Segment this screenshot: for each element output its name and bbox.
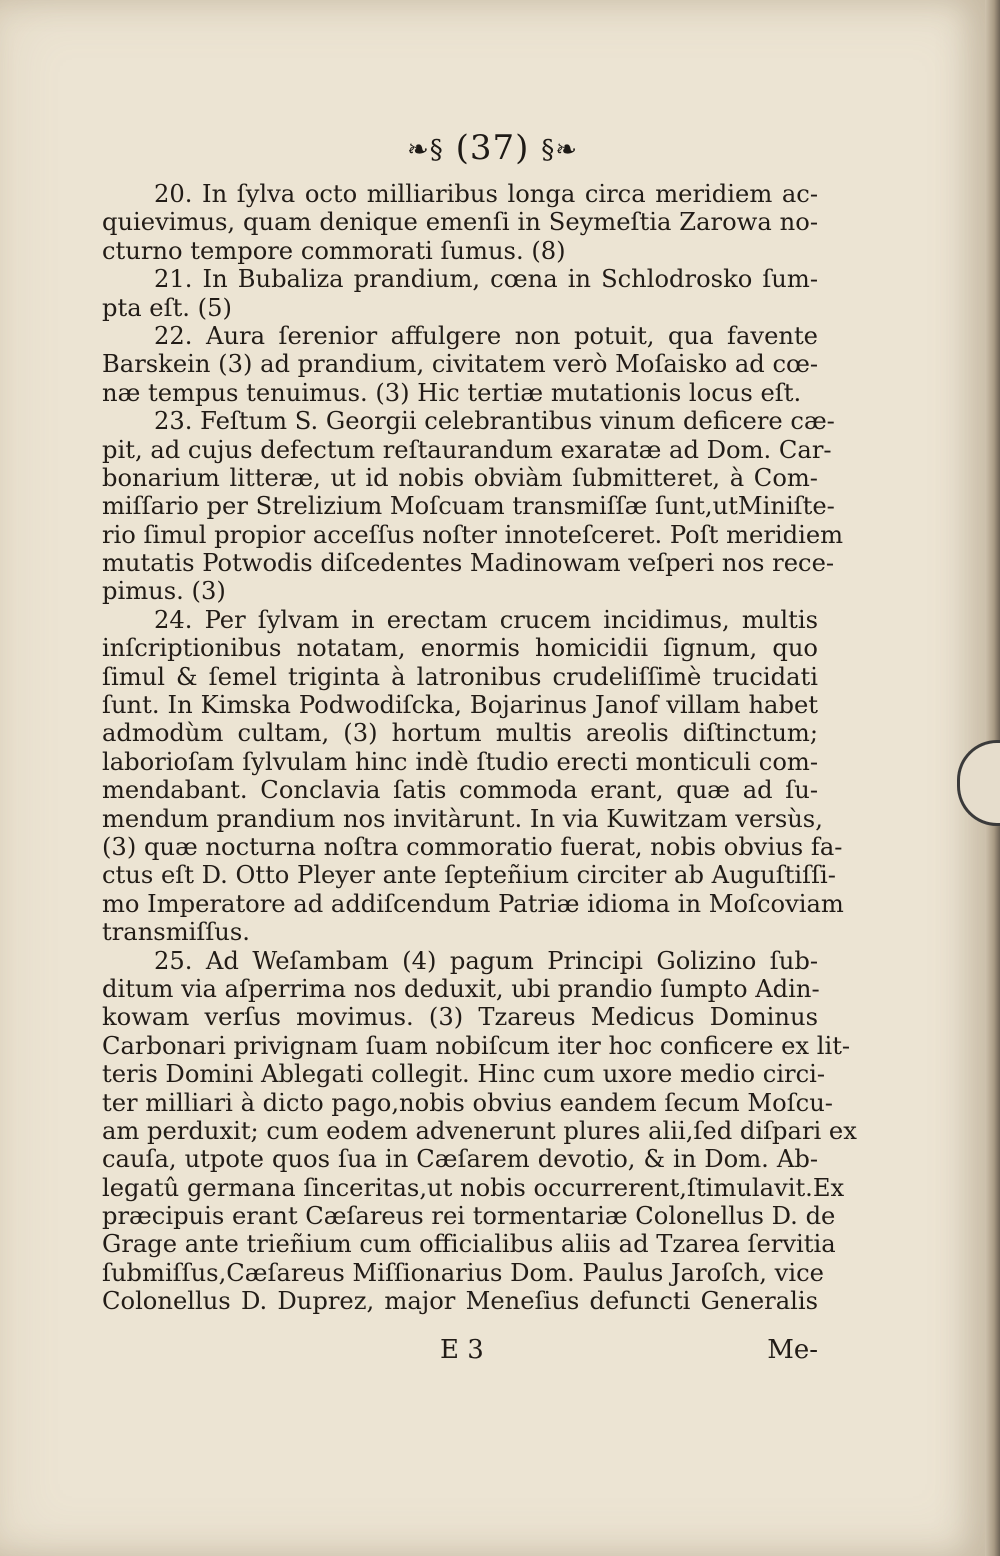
page-header (0, 128, 985, 168)
text-line: cturno tempore commorati ſumus. (8) (102, 236, 566, 265)
text-line: mendum prandium nos invitàrunt. In via Kuwitzam versùs, (102, 804, 823, 833)
text-line: inſcriptionibus notatam, enormis homicidii ſignum, quo (102, 634, 818, 663)
text-line: mutatis Potwodis diſcedentes Madinowam veſperi nos rece- (102, 549, 835, 578)
text-line: mo Imperatore ad addiſcendum Patriæ idioma in Moſcoviam (102, 889, 844, 918)
signature-mark: E 3 (440, 1335, 484, 1365)
text-line: 20. In ſylva octo milliaribus longa circa meridiem ac- (154, 180, 818, 208)
text-line: ſunt. In Kimska Podwodiſcka, Bojarinus Janof villam habet (102, 691, 818, 720)
text-line: pimus. (3) (102, 577, 226, 606)
text-line: laborioſam ſylvulam hinc indè ſtudio erecti monticuli com- (102, 747, 818, 776)
text-line: rio ſimul propior acceſſus noſter innoteſceret. Poſt meridiem (102, 520, 844, 549)
text-line: Barskein (3) ad prandium, civitatem verò Moſaisko ad cœ- (102, 350, 819, 379)
ornament-right-icon: §❧ (541, 135, 578, 165)
text-line: 22. Aura ſerenior affulgere non potuit, qua favente (154, 321, 818, 350)
page-footer (102, 1335, 818, 1365)
text-line: 25. Ad Weſambam (4) pagum Principi Golizino ſub- (154, 946, 818, 975)
text-line: Carbonari privignam ſuam nobiſcum iter hoc conficere ex lit- (102, 1031, 851, 1060)
text-line: Colonellus D. Duprez, major Meneſius defuncti Generalis (102, 1287, 818, 1316)
text-line: 23. Feſtum S. Georgii celebrantibus vinum deficere cæ- (154, 407, 835, 436)
text-line: kowam verſus movimus. (3) Tzareus Medicus Dominus (102, 1003, 818, 1032)
text-line: mendabant. Conclavia ſatis commoda erant, quæ ad ſu- (102, 776, 818, 805)
text-line: legatû germana ſinceritas,ut nobis occurrerent,ſtimulavit.Ex (102, 1173, 845, 1202)
text-line: admodùm cultam, (3) hortum multis areolis diſtinctum; (102, 719, 818, 748)
text-line: præcipuis erant Cæſareus rei tormentariæ Colonellus D. de (102, 1202, 836, 1231)
text-line: 24. Per ſylvam in erectam crucem incidimus, multis (154, 605, 818, 634)
text-line: cauſa, utpote quos ſua in Cæſarem devotio, & in Dom. Ab- (102, 1145, 818, 1174)
text-line: ctus eſt D. Otto Pleyer ante ſepteñium circiter ab Auguſtiſſi- (102, 861, 836, 890)
text-line: teris Domini Ablegati collegit. Hinc cum uxore medio circi- (102, 1060, 826, 1089)
text-line: (3) quæ nocturna noſtra commoratio fuerat, nobis obvius fa- (102, 832, 843, 861)
text-line: pit, ad cujus defectum reſtaurandum exaratæ ad Dom. Car- (102, 435, 832, 464)
text-line: Grage ante trieñium cum officialibus aliis ad Tzarea ſervitia (102, 1230, 836, 1259)
ornament-left-icon: ❧§ (406, 135, 444, 165)
text-line: pta eſt. (5) (102, 293, 232, 322)
text-line: quievimus, quam denique emenſi in Seymeſtia Zarowa no- (102, 208, 818, 237)
text-line: am perduxit; cum eodem advenerunt plures alii,ſed diſpari ex (102, 1116, 857, 1145)
page-number: (37) (455, 128, 530, 168)
text-line: ter milliari à dicto pago,nobis obvius eandem ſecum Moſcu- (102, 1088, 833, 1117)
text-line: 21. In Bubaliza prandium, cœna in Schlodrosko ſum- (154, 265, 818, 294)
text-line: miſſario per Strelizium Moſcuam transmiſſæ ſunt,utMiniſte- (102, 492, 835, 521)
text-line: ſubmiſſus,Cæſareus Miſſionarius Dom. Paulus Jaroſch, vice (102, 1258, 824, 1287)
text-line: ſimul & ſemel triginta à latronibus crudeliſſimè trucidati (102, 662, 818, 691)
catchword: Me- (767, 1335, 818, 1365)
text-line: bonarium litteræ, ut id nobis obviàm ſubmitteret, à Com- (102, 463, 818, 492)
text-line: næ tempus tenuimus. (3) Hic tertiæ mutationis locus eſt. (102, 378, 802, 407)
text-line: ditum via aſperrima nos deduxit, ubi prandio ſumpto Adin- (102, 974, 820, 1003)
body-text (102, 180, 857, 1316)
text-line: transmiſſus. (102, 918, 250, 947)
